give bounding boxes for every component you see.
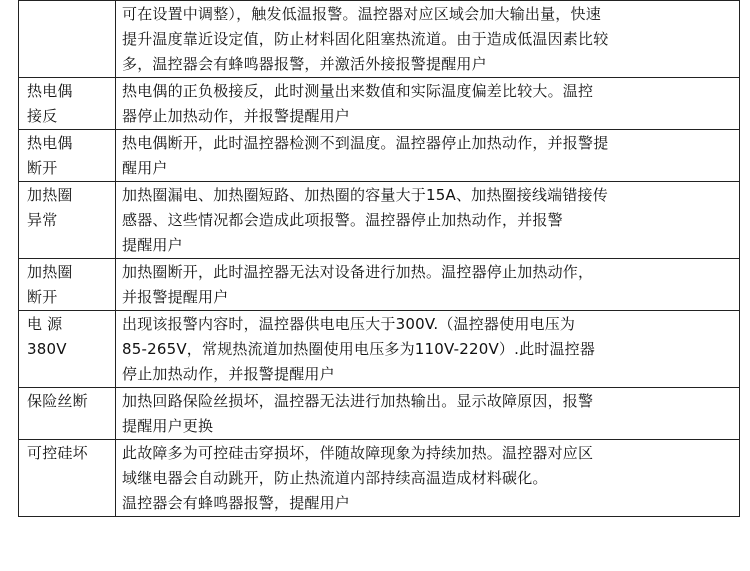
table-body [19, 1, 740, 517]
table-row [19, 78, 740, 130]
fault-condition-cell: 热电偶 接反 [19, 78, 116, 130]
fault-condition-cell [19, 1, 116, 78]
description-line: 可在设置中调整），触发低温报警。温控器对应区域会加大输出量，快速 [122, 5, 601, 23]
fault-description-cell [116, 78, 740, 130]
description-line: 加热回路保险丝损坏，温控器无法进行加热输出。显示故障原因，报警 [122, 392, 594, 410]
description-line: 域继电器会自动跳开，防止热流道内部持续高温造成材料碳化。 [122, 469, 548, 487]
description-line: 热电偶断开，此时温控器检测不到温度。温控器停止加热动作，并报警提 [122, 134, 609, 152]
description-line: 提升温度靠近设定值，防止材料固化阻塞热流道。由于造成低温因素比较 [122, 30, 609, 48]
table-row [19, 1, 740, 78]
fault-description-cell [116, 440, 740, 517]
description-line: 加热圈漏电、加热圈短路、加热圈的容量大于15A、加热圈接线端错接传 [122, 186, 608, 204]
table-row [19, 440, 740, 517]
fault-description-cell [116, 182, 740, 259]
description-line: 器停止加热动作，并报警提醒用户 [122, 107, 351, 125]
description-line: 此故障多为可控硅击穿损坏，伴随故障现象为持续加热。温控器对应区 [122, 444, 594, 462]
fault-condition-cell: 可控硅坏 [19, 440, 116, 517]
table-row [19, 259, 740, 311]
table-row [19, 130, 740, 182]
fault-condition-cell: 加热圈 断开 [19, 259, 116, 311]
table-row [19, 311, 740, 388]
description-line: 提醒用户 [122, 236, 183, 254]
fault-description-cell [116, 311, 740, 388]
description-line: 出现该报警内容时，温控器供电电压大于300V.（温控器使用电压为 [122, 315, 576, 333]
description-line: 并报警提醒用户 [122, 288, 229, 306]
description-line: 加热圈断开，此时温控器无法对设备进行加热。温控器停止加热动作， [122, 263, 594, 281]
description-line: 温控器会有蜂鸣器报警，提醒用户 [122, 494, 351, 512]
description-line: 85-265V，常规热流道加热圈使用电压多为110V-220V）.此时温控器 [122, 340, 596, 358]
fault-description-cell [116, 130, 740, 182]
description-line: 热电偶的正负极接反，此时测量出来数值和实际温度偏差比较大。温控 [122, 82, 594, 100]
fault-condition-cell: 电 源 380V [19, 311, 116, 388]
table-row [19, 388, 740, 440]
description-line: 停止加热动作，并报警提醒用户 [122, 365, 335, 383]
description-line: 多，温控器会有蜂鸣器报警，并激活外接报警提醒用户 [122, 55, 487, 73]
fault-condition-cell: 保险丝断 [19, 388, 116, 440]
description-line: 提醒用户更换 [122, 417, 214, 435]
table-row [19, 182, 740, 259]
fault-condition-cell: 热电偶 断开 [19, 130, 116, 182]
fault-description-cell [116, 1, 740, 78]
fault-description-cell [116, 259, 740, 311]
alarm-description-table [18, 0, 740, 517]
description-line: 感器、这些情况都会造成此项报警。温控器停止加热动作，并报警 [122, 211, 563, 229]
fault-description-cell [116, 388, 740, 440]
fault-condition-cell: 加热圈 异常 [19, 182, 116, 259]
description-line: 醒用户 [122, 159, 168, 177]
